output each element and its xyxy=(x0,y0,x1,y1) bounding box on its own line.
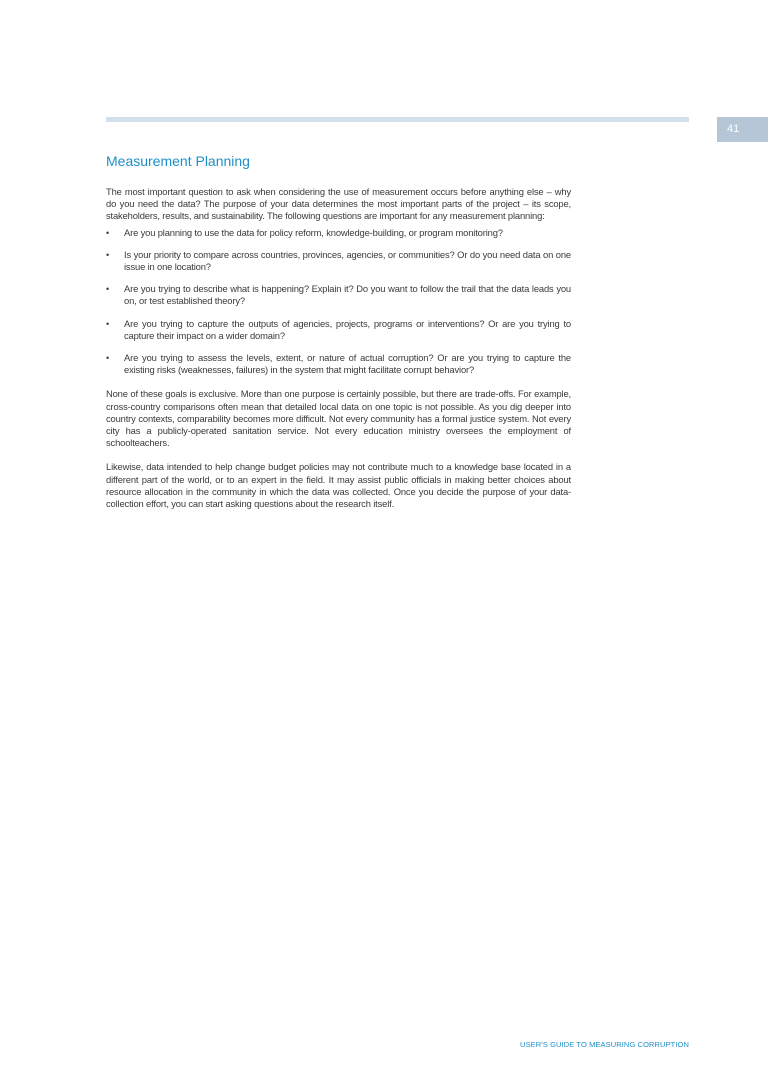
section-title: Measurement Planning xyxy=(106,153,250,169)
bullet-icon: • xyxy=(106,227,110,238)
running-footer: USER'S GUIDE TO MEASURING CORRUPTION xyxy=(520,1040,689,1049)
list-item xyxy=(106,352,571,376)
list-item xyxy=(106,318,571,342)
intro-paragraph: The most important question to ask when considering the use of measurement occurs before anything else – why do you need the data? The purpose of your data determines the most important parts of the project – its scope, stakeholders, results, and sustainability. The following questions are important for any measurement planning: xyxy=(106,186,571,222)
bullet-icon: • xyxy=(106,353,110,364)
page-number: 41 xyxy=(717,117,768,142)
list-item-text: Are you trying to capture the outputs of agencies, projects, programs or interventions? Or are you trying to capture their impact on a wider domain? xyxy=(124,317,571,341)
body-paragraph: None of these goals is exclusive. More than one purpose is certainly possible, but there are trade-offs. For example, cross-country comparisons often mean that detailed local data on one topic is not possible. As you dig deeper into country contexts, comparability becomes more difficult. Not every community has a formal justice system. Not every city has a publicly-operated sanitation service. Not every education ministry oversees the employment of schoolteachers. xyxy=(106,388,571,449)
body-paragraph: Likewise, data intended to help change budget policies may not contribute much to a knowledge base located in a different part of the world, or to an expert in the field. It may assist public officials in making better choices about resource allocation in the community in which the data was collected. Once you decide the purpose of your data-collection effort, you can start asking questions about the research itself. xyxy=(106,461,571,510)
list-item-text: Is your priority to compare across countries, provinces, agencies, or communities? Or do you need data on one issue in one location? xyxy=(124,248,571,273)
list-item-text: Are you planning to use the data for policy reform, knowledge-building, or program monitoring? xyxy=(124,226,503,238)
bullet-icon: • xyxy=(106,284,110,295)
list-item xyxy=(106,249,571,273)
bullet-icon: • xyxy=(106,318,110,329)
list-item-text: Are you trying to describe what is happening? Explain it? Do you want to follow the trail that the data leads you on, or test established theory? xyxy=(124,283,571,307)
list-item xyxy=(106,227,571,239)
list-item-text: Are you trying to assess the levels, extent, or nature of actual corruption? Or are you trying to capture the existing risks (weaknesses, failures) in the system that might facilitate corrupt behavior? xyxy=(124,352,571,376)
header-rule xyxy=(106,117,689,122)
question-list xyxy=(106,227,571,377)
bullet-icon: • xyxy=(106,249,110,260)
main-content xyxy=(106,152,571,510)
list-item xyxy=(106,283,571,307)
